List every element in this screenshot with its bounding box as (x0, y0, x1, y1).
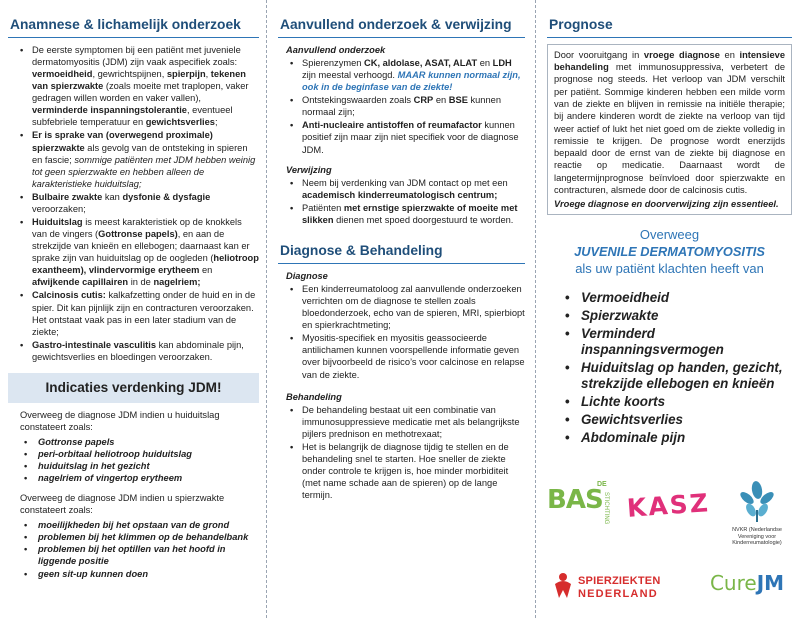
spierzwakte-intro: Overweeg de diagnose JDM indien u spierzwakte constateert zoals: (20, 493, 225, 516)
anamnese-list (20, 44, 259, 363)
kasz-logo: KASZ (626, 488, 711, 523)
list-item: • Huiduitslag op handen, gezicht, strekzijde ellebogen en knieën (565, 360, 792, 392)
huiduitslag-list (24, 436, 259, 484)
list-item: • Gewichtsverlies (565, 412, 792, 428)
spierziekten-person-icon (551, 572, 575, 600)
list-item: • Een kinderreumatoloog zal aanvullende onderzoeken verrichten om de diagnose te stellen zoals bloedonderzoek, echo van de spieren, MRI, spierbiopt en spierkrachtmeting; (290, 283, 525, 331)
section-title-prognose: Prognose (547, 6, 792, 38)
list-item: • problemen bij het optillen van het hoofd in liggende positie (24, 543, 259, 567)
list-item: • Myositis-specifiek en myositis geassocieerde antilichamen kunnen voorspellende informatie geven over bijvoorbeeld de risico’s voor calcinose en relapse van de ziekte. (290, 332, 525, 380)
curejm-logo: CureJM (709, 571, 785, 595)
list-item: • De eerste symptomen bij een patiënt met juveniele dermatomyositis (JDM) zijn vaak aspecifiek zoals: vermoeidheid, gewrichtspijnen, spierpijn, tekenen van spierzwakte (zoals moeite met traplopen, vaker gedragen willen worden en vaker vallen), verminderde inspanningstolerantie, eventueel subfebriele temperatuur en gewichtsverlies; (20, 44, 259, 129)
nvkr-logo: NVKR (Nederlandse Vereniging voor Kinderreumatologie) (721, 480, 793, 560)
list-item: • Patiënten met ernstige spierzwakte of moeite met slikken dienen met spoed doorgestuurd te worden. (290, 202, 525, 226)
list-item: • Lichte koorts (565, 394, 792, 410)
list-item: • Abdominale pijn (565, 430, 792, 446)
section-title-aanvullend: Aanvullend onderzoek & verwijzing (278, 6, 525, 38)
section-title-diagnose: Diagnose & Behandeling (278, 232, 525, 264)
panel-anamnese (0, 0, 265, 618)
list-item: • geen sit-up kunnen doen (24, 568, 259, 580)
list-item: • Het is belangrijk de diagnose tijdig te stellen en de behandeling snel te starten. Hoe sneller de ziekte onder controle te krijgen is, hoe minder morbiditeit (met name schade aan de spieren) op de lange termijn. (290, 441, 525, 501)
consider-banner (547, 227, 792, 277)
nvkr-leaf-icon (735, 480, 779, 524)
prognose-box: Door vooruitgang in vroege diagnose en intensieve behandeling met immunosuppressiva, verbetert de prognose nog steeds. Het verloop van JDM verschilt per patiënt. Sommige kinderen hebben een milde vorm van de ziekte en blijven in remissie na initiële therapie; bij andere kinderen wordt de ziekte na verloop van tijd weer actief of lukt het niet goed om de ziekte volledig in remissie te krijgen. De prognose wordt enerzijds bepaald door de ernst van de ziekte bij diagnose en reactie op medicatie. Daarnaast wordt de langetermijnprognose beïnvloed door spierzwakte en contracturen, alsmede door de calcinosis cutis. Vroege diagnose en doorverwijzing zijn essentieel. (547, 44, 792, 215)
spierziekten-nederland-logo: SPIERZIEKTEN NEDERLAND (551, 570, 683, 606)
list-item: • Verminderd inspanningsvermogen (565, 326, 792, 358)
huiduitslag-intro: Overweeg de diagnose JDM indien u huiduitslag constateert zoals: (20, 409, 220, 432)
list-item: • huiduitslag in het gezicht (24, 460, 259, 472)
subheading-behandeling: Behandeling (286, 391, 342, 402)
list-item: • De behandeling bestaat uit een combinatie van immunosuppressieve medicatie met als belangrijkste pijlers prednison en methotrexaat; (290, 404, 525, 440)
fold-line-2 (535, 0, 536, 618)
list-item: • Gottronse papels (24, 436, 259, 448)
panel-aanvullend (268, 0, 533, 618)
behandeling-list (290, 404, 525, 502)
aanvullend-list (290, 57, 525, 156)
section-title-anamnese: Anamnese & lichamelijk onderzoek (8, 6, 259, 38)
panel-prognose (537, 0, 800, 618)
list-item: • problemen bij het klimmen op de behandelbank (24, 531, 259, 543)
list-item: • Spierenzymen CK, aldolase, ASAT, ALAT en LDH zijn meestal verhoogd. MAAR kunnen normaal zijn, ook in de beginfase van de ziekte! (290, 57, 525, 93)
list-item: • Er is sprake van (overwegend proximale) spierzwakte als gevolg van de ontsteking in spieren en fascie; sommige patiënten met JDM hebben weinig tot geen spierzwakte en hebben alleen de karakteristieke huiduitslag; (20, 129, 259, 189)
prognose-conclusion: Vroege diagnose en doorverwijzing zijn essentieel. (554, 199, 779, 210)
list-item: • Gastro-intestinale vasculitis kan abdominale pijn, gewichtsverlies en bloedingen veroorzaken. (20, 339, 259, 363)
consider-line-3: als uw patiënt klachten heeft van (575, 260, 764, 276)
list-item: • peri-orbitaal heliotroop huiduitslag (24, 448, 259, 460)
list-item: • Ontstekingswaarden zoals CRP en BSE kunnen normaal zijn; (290, 94, 525, 118)
stichting-de-bas-logo: BAS DE STICHTING (547, 481, 609, 525)
callout-indicaties: Indicaties verdenking JDM! (8, 373, 259, 403)
logo-area (537, 478, 800, 618)
spierzwakte-list (24, 519, 259, 579)
verwijzing-list (290, 177, 525, 226)
list-item: • Huiduitslag is meest karakteristiek op de knokkels van de vingers (Gottronse papels), en aan de strekzijde van knieën en ellebogen; daarnaast kan er sprake zijn van huiduitslag op de oogleden (heliotroop exantheem), vlindervormige erytheem en afwijkende capillairen in de nagelriem; (20, 216, 259, 288)
list-item: • moeilijkheden bij het opstaan van de grond (24, 519, 259, 531)
list-item: • Bulbaire zwakte kan dysfonie & dysfagie veroorzaken; (20, 191, 259, 215)
fold-line-1 (266, 0, 267, 618)
list-item: • Calcinosis cutis: kalkafzetting onder de huid en in de spier. Dit kan pijnlijk zijn en contracturen veroorzaken. Het ontstaat vaak pas in een later stadium van de ziekte; (20, 289, 259, 337)
consider-line-2: JUVENILE DERMATOMYOSITIS (574, 244, 765, 260)
list-item: • nagelriem of vingertop erytheem (24, 472, 259, 484)
diagnose-list (290, 283, 525, 381)
subheading-aanvullend: Aanvullend onderzoek (286, 44, 386, 55)
subheading-diagnose: Diagnose (286, 270, 328, 281)
consider-line-1: Overweeg (639, 227, 700, 243)
list-item: • Anti-nucleaire antistoffen of reumafactor kunnen positief zijn maar zijn niet specifiek voor de diagnose JDM. (290, 119, 525, 155)
symptom-list (565, 290, 792, 447)
list-item: • Vermoeidheid (565, 290, 792, 306)
subheading-verwijzing: Verwijzing (286, 164, 332, 175)
list-item: • Spierzwakte (565, 308, 792, 324)
list-item: • Neem bij verdenking van JDM contact op met een academisch kinderreumatologisch centrum; (290, 177, 525, 201)
